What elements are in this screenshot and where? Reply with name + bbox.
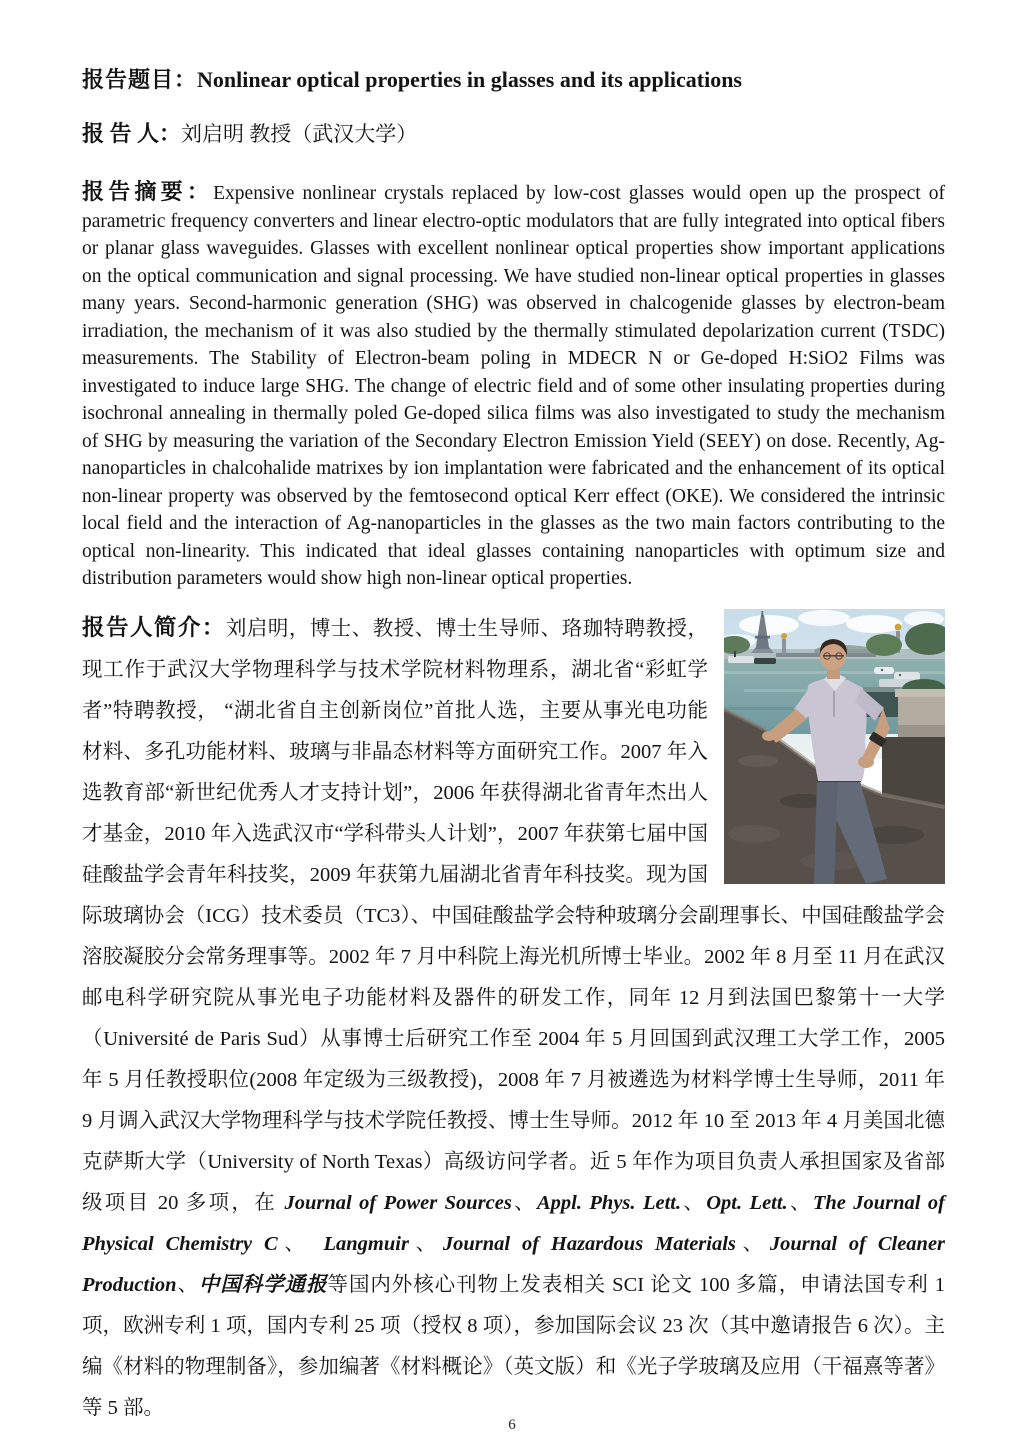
abstract-paragraph — [82, 178, 945, 593]
report-title: Nonlinear optical properties in glasses and its applications — [197, 67, 742, 92]
bio-segment: 、 — [277, 1232, 324, 1255]
speaker-label: 报 告 人： — [82, 121, 182, 146]
speaker-photo-graphic — [724, 609, 945, 884]
bio-segment: 、 — [511, 1191, 537, 1214]
bio-segment: 、 — [735, 1232, 770, 1255]
bio-segment: 、 — [787, 1191, 813, 1214]
bio-segment: 、 — [681, 1191, 707, 1214]
speaker-line — [82, 120, 945, 148]
bio-journal-name: Journal of Cleaner Production — [82, 1232, 946, 1296]
bio-journal-name: 中国科学通报 — [198, 1273, 328, 1296]
bio-label: 报告人简介： — [82, 614, 226, 640]
abstract-text: Expensive nonlinear crystals replaced by low-cost glasses would open up the prospect of parametric frequency converters and linear electro-optic modulators that are fully integrated into optical fibers or planar glass waveguides. Glasses with excellent nonlinear optical properties show important applications on the optical communication and signal processing. We have studied non-linear optical properties in glasses many years. Second-harmonic generation (SHG) was observed in chalcogenide glasses by electron-beam irradiation, the mechanism of it was also studied by the thermally stimulated depolarization current (TSDC) measurements. The Stability of Electron-beam poling in MDECR N or Ge-doped H:SiO2 Films was investigated to induce large SHG. The change of electric field and of some other insulating properties during isochronal annealing in thermally poled Ge-doped silica films was also investigated to study the mechanism of SHG by measuring the variation of the Secondary Electron Emission Yield (SEEY) on dose. Recently, Ag-nanoparticles in chalcohalide matrixes by ion implantation were fabricated and the enhancement of its optical non-linear property was observed by the femtosecond optical Kerr effect (OKE). We considered the intrinsic local field and the interaction of Ag-nanoparticles in the glasses as the two main factors contributing to the optical non-linearity. This indicated that ideal glasses containing nanoparticles with optimum size and distribution parameters would show high non-linear optical properties. — [82, 183, 945, 589]
bio-segment: 等国内外核心刊物上发表相关 SCI 论文 100 多篇，申请法国专利 1 项，欧洲专利 1 项，国内专利 25 项（授权 8 项），参加国际会议 23 次（其中邀请报告 6 次）。主编《材料的物理制备》，参加编著《材料概论》（英文版）和《光子学玻璃及应用（干福熹等著》等 5 部。 — [82, 1273, 946, 1419]
bio-segment: 刘启明，博士、教授、博士生导师、珞珈特聘教授，现工作于武汉大学物理科学与技术学院材料物理系，湖北省“彩虹学者”特聘教授， “湖北省自主创新岗位”首批人选，主要从事光电功能材料、多孔功能材料、玻璃与非晶态材料等方面研究工作。2007 年入选教育部“新世纪优秀人才支持计划”，2006 年获得湖北省青年杰出人才基金，2010 年入选武汉市“学科带头人计划”，2007 年获第七届中国硅酸盐学会青年科技奖，2009 年获第九届湖北省青年科技奖。现为国际玻璃协会（ICG）技术委员（TC3）、中国硅酸盐学会特种玻璃分会副理事长、中国硅酸盐学会溶胶凝胶分会常务理事等。2002 年 7 月中科院上海光机所博士毕业。2002 年 8 月至 11 月在武汉邮电科学研究院从事光电子功能材料及器件的研发工作，同年 12 月到法国巴黎第十一大学（Université de Paris Sud）从事博士后研究工作至 2004 年 5 月回国到武汉理工大学工作，2005 年 5 月任教授职位(2008 年定级为三级教授)，2008 年 7 月被遴选为材料学博士生导师，2011 年 9 月调入武汉大学物理科学与技术学院任教授、博士生导师。2012 年 10 至 2013 年 4 月美国北德克萨斯大学（University of North Texas）高级访问学者。近 5 年作为项目负责人承担国家及省部级项目 20 多项，在 — [82, 617, 946, 1214]
bio-journal-name: Langmuir — [323, 1232, 409, 1255]
report-title-label: 报告题目： — [82, 67, 198, 92]
bio-journal-name: Opt. Lett. — [706, 1191, 788, 1214]
bio-journal-name: Journal of Power Sources — [284, 1191, 512, 1214]
bio-journal-name: The Journal of Physical Chemistry C — [82, 1191, 946, 1255]
page-number: 6 — [508, 1417, 516, 1433]
bio-segment: 、 — [176, 1273, 199, 1296]
bio-segment: 、 — [408, 1232, 443, 1255]
abstract-label: 报告摘要： — [82, 179, 214, 204]
speaker-photo — [724, 609, 945, 884]
speaker-name: 刘启明 教授（武汉大学） — [181, 122, 418, 146]
bio-journal-name: Journal of Hazardous Materials — [442, 1232, 736, 1255]
bio-journal-name: Appl. Phys. Lett. — [536, 1191, 682, 1214]
bio-paragraph — [82, 607, 945, 1429]
report-title-line — [82, 66, 945, 94]
